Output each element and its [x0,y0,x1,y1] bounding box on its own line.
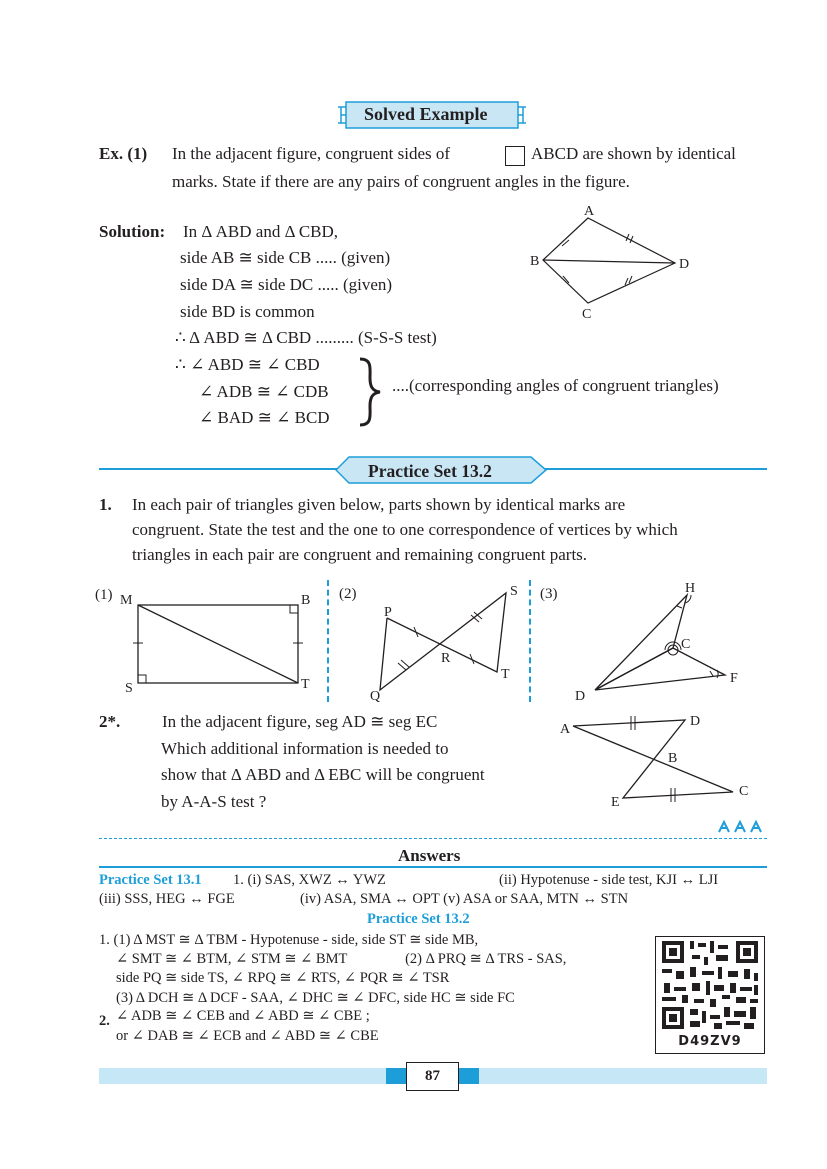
ps131-label: Practice Set 13.1 [99,872,202,888]
fig1-number: (1) [95,587,113,603]
solution-line-1: In Δ ABD and Δ CBD, [183,222,339,241]
ps131-line-2a: (iii) SSS, HEG ↔ FGE [99,891,235,907]
fig1-label-s: S [125,681,133,696]
ps132-label: Practice Set 13.2 [367,911,470,927]
square-symbol [505,146,525,166]
ps132-q2-line-1: ∠ ADB ≅ ∠ CEB and ∠ ABD ≅ ∠ CBE ; [116,1008,370,1024]
solution-label: Solution: [99,222,166,241]
fig2-label-p: P [384,605,392,620]
figure-1-rectangle [90,580,325,698]
fig2-label-t: T [501,667,510,682]
dashed-divider [529,580,531,702]
curly-brace [356,356,386,428]
solution-line: ∴ ∠ ABD ≅ ∠ CBD [175,355,320,374]
ps132-line: 1. (1) Δ MST ≅ Δ TBM - Hypotenuse - side, side ST ≅ side MB, [99,932,479,948]
solution-line: ∠ BAD ≅ ∠ BCD [199,408,330,427]
example-label: Ex. (1) [99,144,148,163]
qr-code-label: D49ZV9 [678,1034,742,1049]
fig1-label-m: M [120,593,133,608]
fig4-label-b: B [668,751,678,766]
fig-label-c: C [582,307,592,322]
qr-code [655,936,765,1054]
figure-abcd [525,200,700,325]
ps131-line-1b: (ii) Hypotenuse - side test, KJI ↔ LJI [499,872,719,888]
figure-3-triangles [535,578,745,703]
q2-line: In the adjacent figure, seg AD ≅ seg EC [162,712,438,731]
answers-top-rule [99,838,767,839]
answers-rule [99,866,767,868]
fig4-label-c: C [739,784,749,799]
example-line-1b: ABCD are shown by identical [531,144,736,163]
q1-line: triangles in each pair are congruent and remaining congruent parts. [132,545,588,564]
solution-line: side BD is common [180,302,315,321]
ps132-q2-number: 2. [99,1013,110,1029]
fig3-label-f: F [730,671,738,686]
ps131-line-1: 1. (i) SAS, XWZ ↔ YWZ [233,872,386,888]
dashed-divider [327,580,329,702]
fig4-label-a: A [560,722,571,737]
ps132-q2-line-2: or ∠ DAB ≅ ∠ ECB and ∠ ABD ≅ ∠ CBE [116,1028,379,1044]
solution-line: side AB ≅ side CB ..... (given) [180,248,391,267]
footer-accent-right [459,1068,479,1084]
fig2-label-q: Q [370,689,381,703]
fig-label-a: A [584,204,595,219]
figure-4-z-shape [553,708,758,813]
ps132-line: ∠ SMT ≅ ∠ BTM, ∠ STM ≅ ∠ BMT (2) Δ PRQ ≅ Δ TRS - SAS, [116,951,567,967]
practice-heading: Practice Set 13.2 [368,461,492,481]
ps132-line: side PQ ≅ side TS, ∠ RPQ ≅ ∠ RTS, ∠ PQR ≅ ∠ TSR [116,970,450,986]
q2-line: Which additional information is needed to [161,739,449,758]
fig2-label-r: R [441,651,451,666]
page-number: 87 [425,1068,440,1084]
qr-code-icon [656,937,764,1035]
fig-label-b: B [530,254,540,269]
solved-example-heading: Solved Example [364,104,488,124]
example-line-1a: In the adjacent figure, congruent sides of [172,144,451,163]
q2-line: by A-A-S test ? [161,792,267,811]
q1-number: 1. [99,495,112,514]
q2-line: show that Δ ABD and Δ EBC will be congruent [161,765,485,784]
ps132-line: (3) Δ DCH ≅ Δ DCF - SAA, ∠ DHC ≅ ∠ DFC, side HC ≅ side FC [116,990,515,1006]
section-end-ornament-icon [716,818,766,836]
q1-line: congruent. State the test and the one to one correspondence of vertices by which [132,520,678,539]
solution-line: side DA ≅ side DC ..... (given) [180,275,393,294]
solution-line: ∴ Δ ABD ≅ Δ CBD ......... (S-S-S test) [175,328,437,347]
answers-heading: Answers [398,846,461,865]
footer-accent-left [386,1068,406,1084]
figure-2-triangles [334,578,524,703]
fig3-label-c: C [681,637,691,652]
fig3-label-d: D [575,689,586,703]
fig1-label-b: B [301,593,311,608]
fig3-number: (3) [540,586,558,602]
q2-number: 2*. [99,712,121,731]
example-line-2: marks. State if there are any pairs of congruent angles in the figure. [172,172,630,191]
ps131-line-2b: (iv) ASA, SMA ↔ OPT (v) ASA or SAA, MTN ↔ STN [300,891,629,907]
q1-line: In each pair of triangles given below, parts shown by identical marks are [132,495,626,514]
solution-line: ∠ ADB ≅ ∠ CDB [199,382,329,401]
fig2-number: (2) [339,586,357,602]
fig4-label-e: E [611,795,620,810]
fig1-label-t: T [301,677,310,692]
brace-note: ....(corresponding angles of congruent triangles) [392,376,719,395]
fig4-label-d: D [690,714,701,729]
fig-label-d: D [679,257,690,272]
fig2-label-s: S [510,584,518,599]
fig3-label-h: H [685,581,696,596]
